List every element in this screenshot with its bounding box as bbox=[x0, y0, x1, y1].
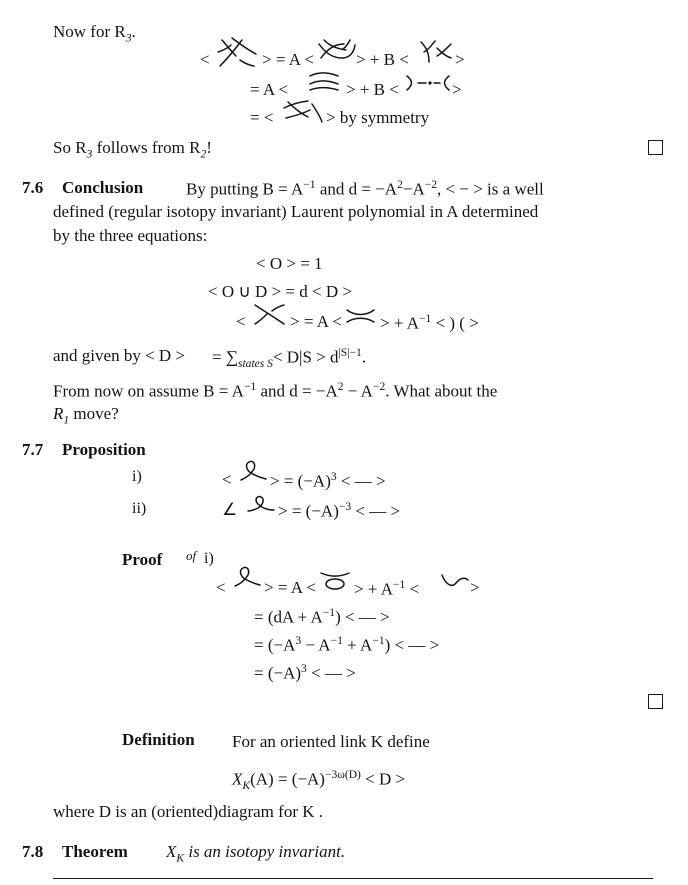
s76-given-end: . bbox=[361, 347, 367, 367]
r3-eq1-mid bbox=[262, 50, 314, 70]
qed-box-2 bbox=[648, 694, 663, 709]
knot-diagram-r3-c bbox=[306, 70, 344, 96]
section-number-76 bbox=[22, 178, 43, 198]
s76-assume2-b: move? bbox=[69, 404, 119, 423]
s76-assume-a: From now on assume B = A bbox=[53, 381, 244, 401]
r3-eq3-post-text: > by symmetry bbox=[326, 108, 430, 127]
s76-equation-a bbox=[256, 254, 323, 274]
prop-eq-i-pre-text: < bbox=[222, 470, 232, 489]
knot-diagram-proof-curl bbox=[232, 564, 262, 590]
prop-eq-ii-rest bbox=[278, 500, 400, 522]
proof-eq3-sup3: −1 bbox=[372, 634, 385, 647]
proof-label bbox=[122, 550, 162, 570]
proof-eq1-mid2-text: > + A bbox=[354, 579, 394, 599]
r3-eq2-text: = A < bbox=[250, 80, 289, 99]
s76-assume-line1 bbox=[53, 380, 497, 402]
s76-assume-c: − A bbox=[343, 381, 373, 401]
knot-diagram-r3-d bbox=[404, 72, 452, 94]
proof-eq1-sup: −1 bbox=[393, 578, 406, 591]
r3-eq1-mid2-text: > + B < bbox=[356, 50, 409, 69]
knot-diagram-r3-b bbox=[415, 38, 457, 68]
prop-eq-ii-mid-text: > = (−A) bbox=[278, 501, 339, 521]
def-eq-sub: K bbox=[242, 779, 251, 793]
def-eq-sup: −3ω(D) bbox=[324, 768, 361, 781]
qed-box-1 bbox=[648, 140, 663, 155]
s76-assume-d: . What about the bbox=[385, 381, 498, 401]
r3-eq3-prefix bbox=[250, 108, 273, 128]
prop-eq-i-sup: 3 bbox=[330, 470, 337, 483]
s78-text-a: X bbox=[166, 842, 177, 861]
r3-eq2-mid-text: > + B < bbox=[346, 80, 399, 99]
s76-eq-c-pre-text: < bbox=[236, 312, 246, 331]
knot-diagram-curl-negative bbox=[246, 492, 276, 516]
knot-diagram-crossing bbox=[252, 302, 288, 328]
knot-diagram-r3-a bbox=[316, 38, 358, 68]
prop-eq-ii-pre bbox=[222, 500, 237, 520]
r3-intro-end: . bbox=[131, 22, 136, 41]
s76-p3-text: by the three equations: bbox=[53, 226, 208, 245]
s76-eq-b-text: < O ∪ D > = d < D > bbox=[208, 282, 352, 301]
s78-text-b: is an isotopy invariant. bbox=[184, 842, 346, 861]
r3-eq3-pre-text: = < bbox=[250, 108, 274, 127]
knot-diagram-r3-sym bbox=[282, 98, 326, 126]
r3-concl-sub: 3 bbox=[86, 147, 93, 161]
prop-eq-i-pre bbox=[222, 470, 232, 490]
s76-p1sup2: 2 bbox=[397, 178, 403, 191]
proof-eq3-sup2: −1 bbox=[330, 634, 343, 647]
s76-given-sub: states S bbox=[237, 357, 273, 371]
s76-para2 bbox=[53, 202, 538, 222]
proof-eq1-post-text: < bbox=[405, 579, 420, 599]
s76-p1a: By putting B = A bbox=[186, 179, 304, 199]
angle-open-1: < bbox=[200, 50, 210, 69]
proof-i-text: i) bbox=[204, 550, 214, 567]
s78-statement bbox=[166, 842, 345, 864]
s76-eq-c-sup: −1 bbox=[419, 312, 432, 325]
proof-eq4-b: < — > bbox=[306, 663, 356, 683]
s76-p1c: −A bbox=[402, 179, 425, 199]
r3-eq2-prefix bbox=[250, 80, 288, 100]
knot-diagram-u-curve bbox=[440, 572, 470, 590]
definition-heading-text: Definition bbox=[122, 730, 195, 749]
proof-eq3-c: + A bbox=[342, 635, 373, 655]
r3-intro-text: Now for R bbox=[53, 22, 126, 41]
knot-diagram-loop-small bbox=[318, 568, 352, 592]
proof-eq2-sup: −1 bbox=[322, 606, 336, 619]
knot-diagram-r3-lhs bbox=[216, 36, 260, 70]
prop-item-ii-label bbox=[132, 500, 146, 518]
s76-assume-line2 bbox=[53, 404, 119, 426]
proof-eq1-end-text: > bbox=[470, 578, 480, 597]
prop-item-i-label bbox=[132, 468, 142, 486]
r3-eq1-lhs bbox=[200, 50, 210, 70]
r3-intro-sub: 3 bbox=[125, 31, 132, 45]
r3-eq1-mid2 bbox=[356, 50, 409, 70]
s76-given-sup: |S|−1 bbox=[338, 346, 362, 359]
s76-p2-text: defined (regular isotopy invariant) Laurent polynomial in A determined bbox=[53, 202, 539, 221]
bottom-rule bbox=[53, 878, 653, 879]
proof-eq3-a: = (−A bbox=[254, 635, 296, 655]
prop-eq-ii-post-text: < — > bbox=[351, 501, 401, 521]
s76-heading-text: Conclusion bbox=[62, 178, 144, 197]
prop-i-text: i) bbox=[132, 468, 142, 485]
definition-closing-text: where D is an (oriented)diagram for K . bbox=[53, 802, 324, 821]
prop-eq-ii-pre-text: ∠ bbox=[222, 500, 238, 519]
definition-equation bbox=[232, 768, 405, 792]
proof-eq3-b: − A bbox=[301, 635, 331, 655]
def-eq-a: X bbox=[232, 769, 243, 789]
proof-eq3-sup1: 3 bbox=[295, 634, 302, 647]
proof-of-word bbox=[186, 548, 196, 564]
s76-para3 bbox=[53, 226, 207, 246]
s78-heading-text: Theorem bbox=[62, 842, 128, 861]
s76-given-line bbox=[53, 346, 185, 366]
r3-eq1-end-text: > bbox=[455, 50, 465, 69]
s76-eq-c-mid2-text: > + A bbox=[380, 313, 420, 333]
r3-concl-b: follows from R bbox=[92, 138, 201, 157]
section-heading-conclusion bbox=[62, 178, 143, 198]
s77-number-text: 7.7 bbox=[22, 440, 44, 459]
r3-concl-bang: ! bbox=[206, 138, 212, 157]
proof-eq1-mid bbox=[264, 578, 316, 598]
s76-assume-b: and d = −A bbox=[256, 381, 338, 401]
r3-eq1-end bbox=[455, 50, 465, 70]
s76-equation-b bbox=[208, 282, 352, 302]
s76-assume-sup2: 2 bbox=[337, 380, 344, 393]
r3-eq2-end-text: > bbox=[452, 80, 462, 99]
prop-ii-text: ii) bbox=[132, 500, 147, 517]
s76-given-pre-text: and given by < D > bbox=[53, 346, 186, 365]
s76-equation-c-post bbox=[380, 312, 479, 334]
proof-eq4 bbox=[254, 662, 356, 684]
prop-eq-ii-sup: −3 bbox=[338, 500, 352, 513]
r3-eq2-mid bbox=[346, 80, 399, 100]
s76-number-text: 7.6 bbox=[22, 178, 44, 197]
proof-eq1-pre-text: < bbox=[216, 578, 226, 597]
definition-closing bbox=[53, 802, 323, 822]
proof-label-text: Proof bbox=[122, 550, 163, 569]
s76-p1sup: −1 bbox=[303, 178, 316, 191]
section-number-78 bbox=[22, 842, 43, 862]
proof-eq2-b: ) < — > bbox=[335, 607, 390, 627]
def-eq-b: (A) = (−A) bbox=[250, 769, 325, 789]
proof-eq1-rest bbox=[354, 578, 419, 600]
s76-given-eq-text: = ∑ bbox=[212, 347, 238, 367]
proof-eq1-mid-text: > = A < bbox=[264, 578, 316, 597]
r3-concl-a: So R bbox=[53, 138, 87, 157]
s78-text-sub: K bbox=[176, 851, 185, 865]
s76-given-mid-text: < D|S > d bbox=[272, 347, 339, 367]
s76-p1b: and d = −A bbox=[315, 179, 398, 199]
s76-eq-c-post-text: < ) ( > bbox=[431, 313, 479, 333]
s76-p1d: , < − > is a well bbox=[437, 179, 544, 199]
s76-assume2-a: R bbox=[53, 404, 64, 423]
section-heading-theorem bbox=[62, 842, 128, 862]
s76-eq-c-mid-text: > = A < bbox=[290, 312, 342, 331]
r3-conclusion-line bbox=[53, 138, 212, 160]
s77-heading-text: Proposition bbox=[62, 440, 146, 459]
s76-equation-c-mid bbox=[290, 312, 342, 332]
s76-equation-c-pre bbox=[236, 312, 246, 332]
prop-eq-i-mid-text: > = (−A) bbox=[270, 471, 331, 491]
s76-eq-a-text: < O > = 1 bbox=[256, 254, 323, 273]
r3-eq3-post bbox=[326, 108, 429, 128]
prop-eq-i-post-text: < — > bbox=[336, 471, 386, 491]
proof-eq1-end bbox=[470, 578, 480, 598]
proof-eq3 bbox=[254, 634, 439, 656]
definition-text bbox=[232, 732, 430, 752]
s76-assume-sup: −1 bbox=[243, 380, 257, 393]
r3-eq2-end bbox=[452, 80, 462, 100]
def-eq-c: < D > bbox=[360, 769, 406, 789]
proof-eq3-d: ) < — > bbox=[384, 635, 440, 655]
proof-eq1-pre bbox=[216, 578, 226, 598]
s76-assume2-sub: 1 bbox=[63, 413, 70, 427]
proof-eq4-a: = (−A) bbox=[254, 663, 302, 683]
s76-given-eq bbox=[212, 346, 366, 370]
r3-intro-line bbox=[53, 22, 136, 44]
definition-heading bbox=[122, 730, 195, 750]
proof-eq4-sup: 3 bbox=[301, 662, 307, 675]
proof-eq2-a: = (dA + A bbox=[254, 607, 323, 627]
proof-item-i bbox=[204, 550, 214, 568]
s78-number-text: 7.8 bbox=[22, 842, 44, 861]
knot-diagram-smoothing-h bbox=[344, 306, 378, 326]
prop-eq-i-rest bbox=[270, 470, 386, 492]
r3-eq1-mid-text: > = A < bbox=[262, 50, 314, 69]
proof-eq2 bbox=[254, 606, 390, 628]
r3-concl-sub2: 2 bbox=[200, 147, 207, 161]
definition-text-value: For an oriented link K define bbox=[232, 732, 430, 751]
section-heading-proposition bbox=[62, 440, 146, 460]
knot-diagram-curl-positive bbox=[238, 458, 268, 484]
proof-of-text: of bbox=[186, 548, 197, 563]
s76-p1sup3: −2 bbox=[424, 178, 438, 191]
section-number-77 bbox=[22, 440, 43, 460]
s76-para1 bbox=[186, 178, 544, 200]
s76-assume-sup3: −2 bbox=[372, 380, 386, 393]
